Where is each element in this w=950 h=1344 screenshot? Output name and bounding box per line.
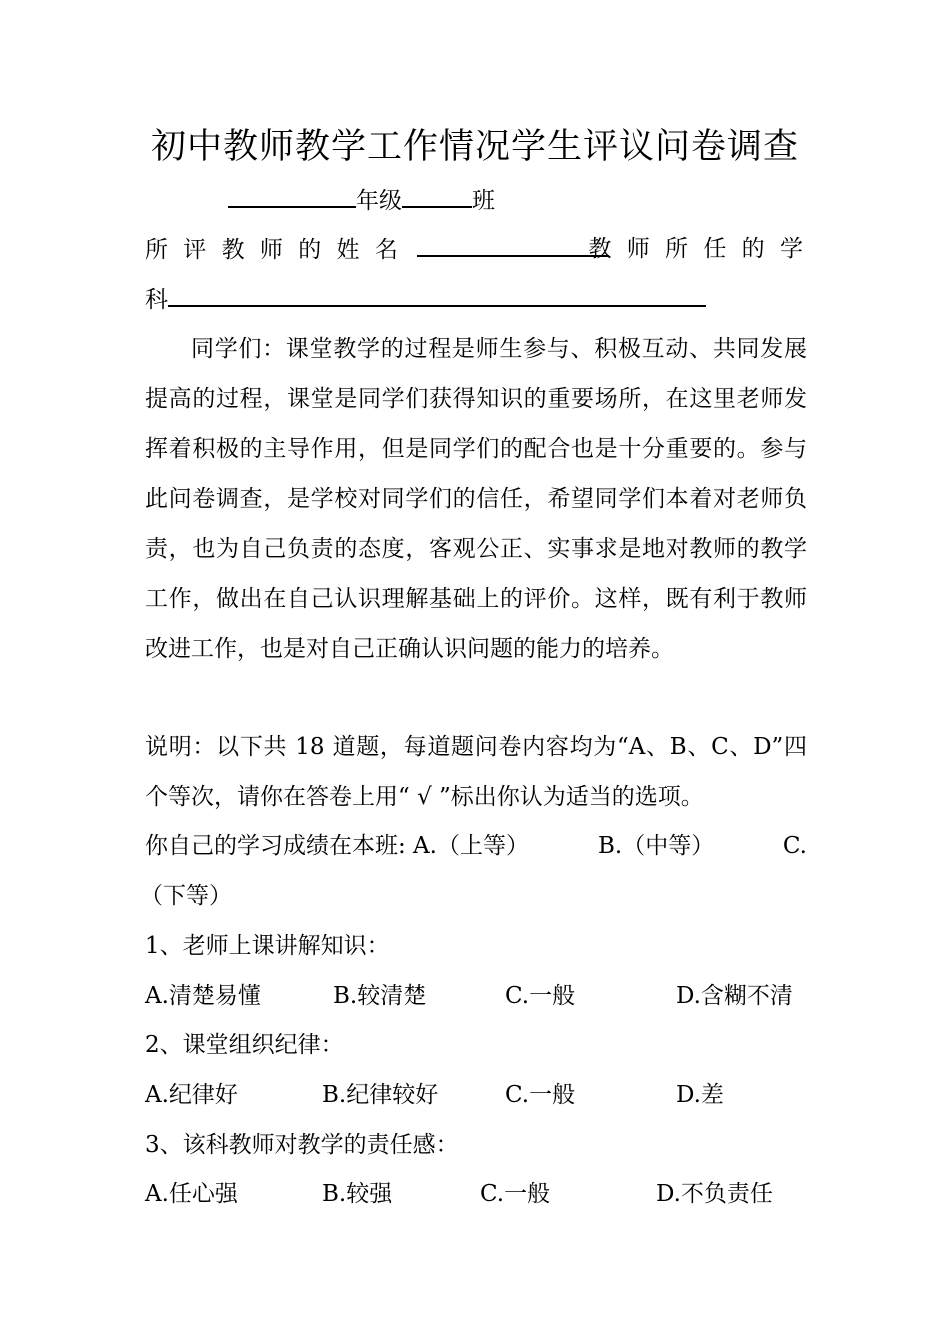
class-blank[interactable] — [402, 184, 472, 208]
q2-option-a[interactable]: A.纪律好 — [145, 1082, 238, 1108]
instructions — [145, 722, 807, 822]
instructions-text: 说明：以下共 18 道题，每道题问卷内容均为“A、B、C、D”四个等次，请你在答卷上用“ √ ”标出你认为适当的选项。 — [145, 734, 807, 810]
class-label: 班 — [472, 188, 495, 214]
intro-paragraph — [145, 324, 807, 674]
q3-option-c[interactable]: C.一般 — [480, 1181, 551, 1207]
q1-option-c[interactable]: C.一般 — [505, 983, 576, 1009]
grade-class-line — [228, 184, 495, 217]
q3-option-b[interactable]: B.较强 — [322, 1181, 393, 1207]
self-grade-label: 你自己的学习成绩在本班: A.（上等） — [145, 833, 529, 859]
self-grade-option-c-text: （下等） — [140, 883, 232, 909]
self-grade-option-b[interactable]: B.（中等） — [598, 833, 715, 859]
grade-label: 年级 — [356, 188, 402, 214]
question-2: 2、课堂组织纪律： — [145, 1032, 344, 1058]
q3-option-a[interactable]: A.任心强 — [145, 1181, 238, 1207]
subject-blank[interactable] — [168, 283, 706, 307]
self-grade-line — [145, 830, 807, 862]
grade-blank[interactable] — [228, 184, 356, 208]
q2-option-d[interactable]: D.差 — [676, 1082, 724, 1108]
q3-option-d[interactable]: D.不负责任 — [656, 1181, 773, 1207]
teacher-name-blank[interactable] — [417, 233, 609, 257]
subject-label: 教 师 所 任 的 学 — [588, 236, 807, 262]
q1-option-b[interactable]: B.较清楚 — [333, 983, 427, 1009]
question-1: 1、老师上课讲解知识： — [145, 933, 390, 959]
self-grade-line-cont — [140, 880, 232, 912]
intro-text: 同学们：课堂教学的过程是师生参与、积极互动、共同发展提高的过程，课堂是同学们获得知识的重要场所，在这里老师发挥着积极的主导作用，但是同学们的配合也是十分重要的。参与此问卷调查，是学校对同学们的信任，希望同学们本着对老师负责，也为自己负责的态度，客观公正、实事求是地对教师的教学工作，做出在自己认识理解基础上的评价。这样，既有利于教师改进工作，也是对自己正确认识问题的能力的培养。 — [145, 336, 807, 662]
subject-line — [145, 283, 706, 316]
self-grade-option-c[interactable]: C. — [782, 833, 807, 859]
page-title: 初中教师教学工作情况学生评议问卷调查 — [150, 127, 799, 167]
q1-option-d[interactable]: D.含糊不清 — [676, 983, 793, 1009]
subject-label-cont: 科 — [145, 287, 168, 313]
teacher-name-line — [145, 233, 807, 266]
q1-option-a[interactable]: A.清楚易懂 — [145, 983, 261, 1009]
q2-option-b[interactable]: B.纪律较好 — [322, 1082, 439, 1108]
question-3: 3、该科教师对教学的责任感： — [145, 1132, 459, 1158]
teacher-name-label: 所 评 教 师 的 姓 名 — [145, 237, 402, 263]
q2-option-c[interactable]: C.一般 — [505, 1082, 576, 1108]
